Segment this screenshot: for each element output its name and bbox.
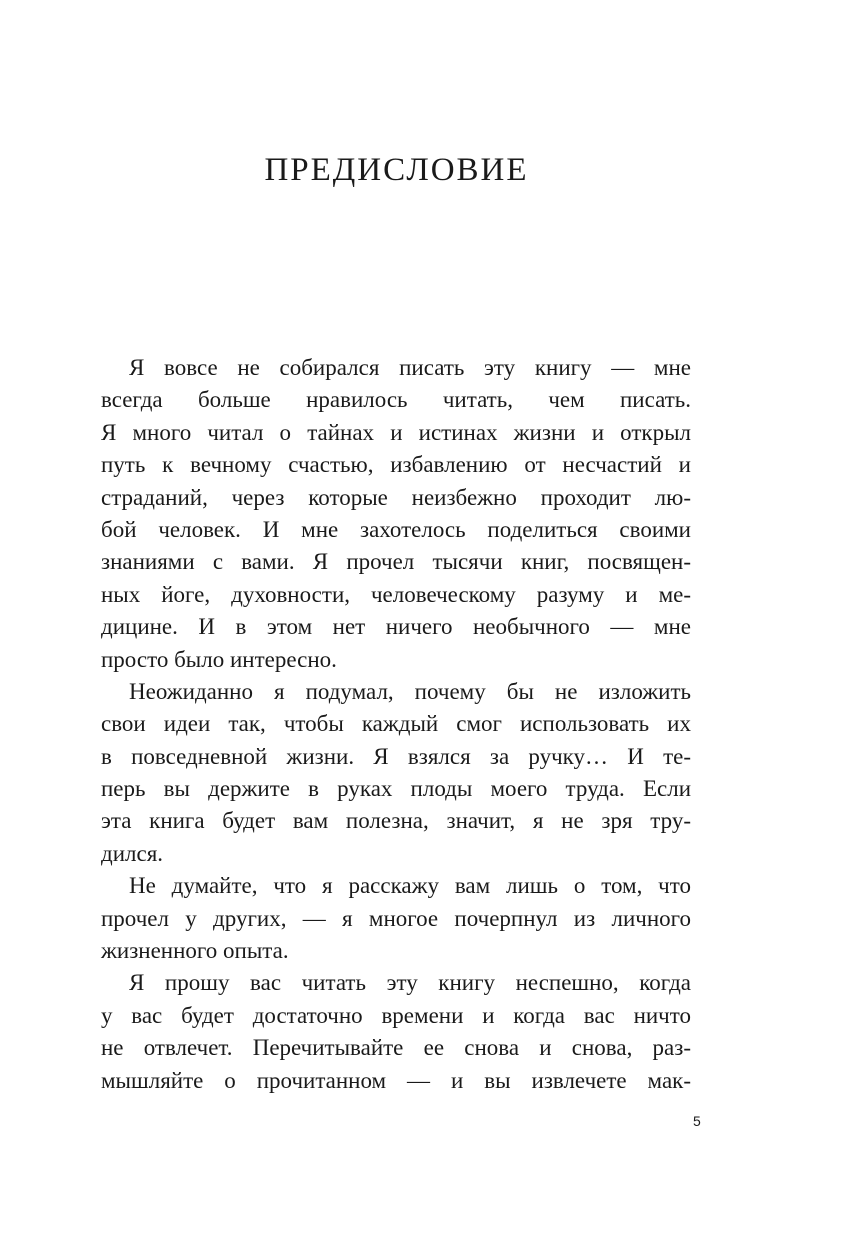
page-title: ПРЕДИСЛОВИЕ [264,152,529,188]
text-line: дился. [101,840,164,866]
text-line: просто было интересно. [101,646,337,672]
text-line: у вас будет достаточно времени и когда вас ничто [101,1002,691,1028]
page-number: 5 [693,1113,701,1129]
text-line: страданий, через которые неизбежно проходит лю- [101,484,691,510]
paragraph [101,676,691,870]
text-line: Я вовсе не собирался писать эту книгу — мне [129,355,691,380]
paragraph [101,967,691,1097]
text-line: в повседневной жизни. Я взялся за ручку… И те- [101,743,691,769]
text-line: бой человек. И мне захотелось поделиться своими [101,516,691,542]
text-line: не отвлечет. Перечитывайте ее снова и снова, раз- [101,1035,691,1061]
text-line: дицине. И в этом нет ничего необычного — мне [101,614,691,640]
paragraph [101,870,691,967]
paragraph [101,352,691,676]
text-line: всегда больше нравилось читать, чем писать. [101,387,691,413]
text-line: перь вы держите в руках плоды моего труда. Если [101,776,691,802]
text-line: жизненного опыта. [101,938,289,964]
text-line: Неожиданно я подумал, почему бы не изложить [129,678,691,704]
text-line: ных йоге, духовности, человеческому разуму и ме- [101,581,691,607]
text-line: свои идеи так, чтобы каждый смог использовать их [101,711,691,737]
text-line: Я много читал о тайнах и истинах жизни и открыл [101,419,691,445]
text-line: путь к вечному счастью, избавлению от несчастий и [101,452,691,478]
text-line: прочел у других, — я многое почерпнул из личного [101,905,691,931]
text-line: Не думайте, что я расскажу вам лишь о том, что [129,873,691,899]
text-line: знаниями с вами. Я прочел тысячи книг, посвящен- [101,549,691,575]
text-line: Я прошу вас читать эту книгу неспешно, когда [129,970,691,996]
body-text [101,352,691,1097]
text-line: мышляйте о прочитанном — и вы извлечете мак- [101,1067,691,1093]
text-line: эта книга будет вам полезна, значит, я не зря тру- [101,808,691,834]
